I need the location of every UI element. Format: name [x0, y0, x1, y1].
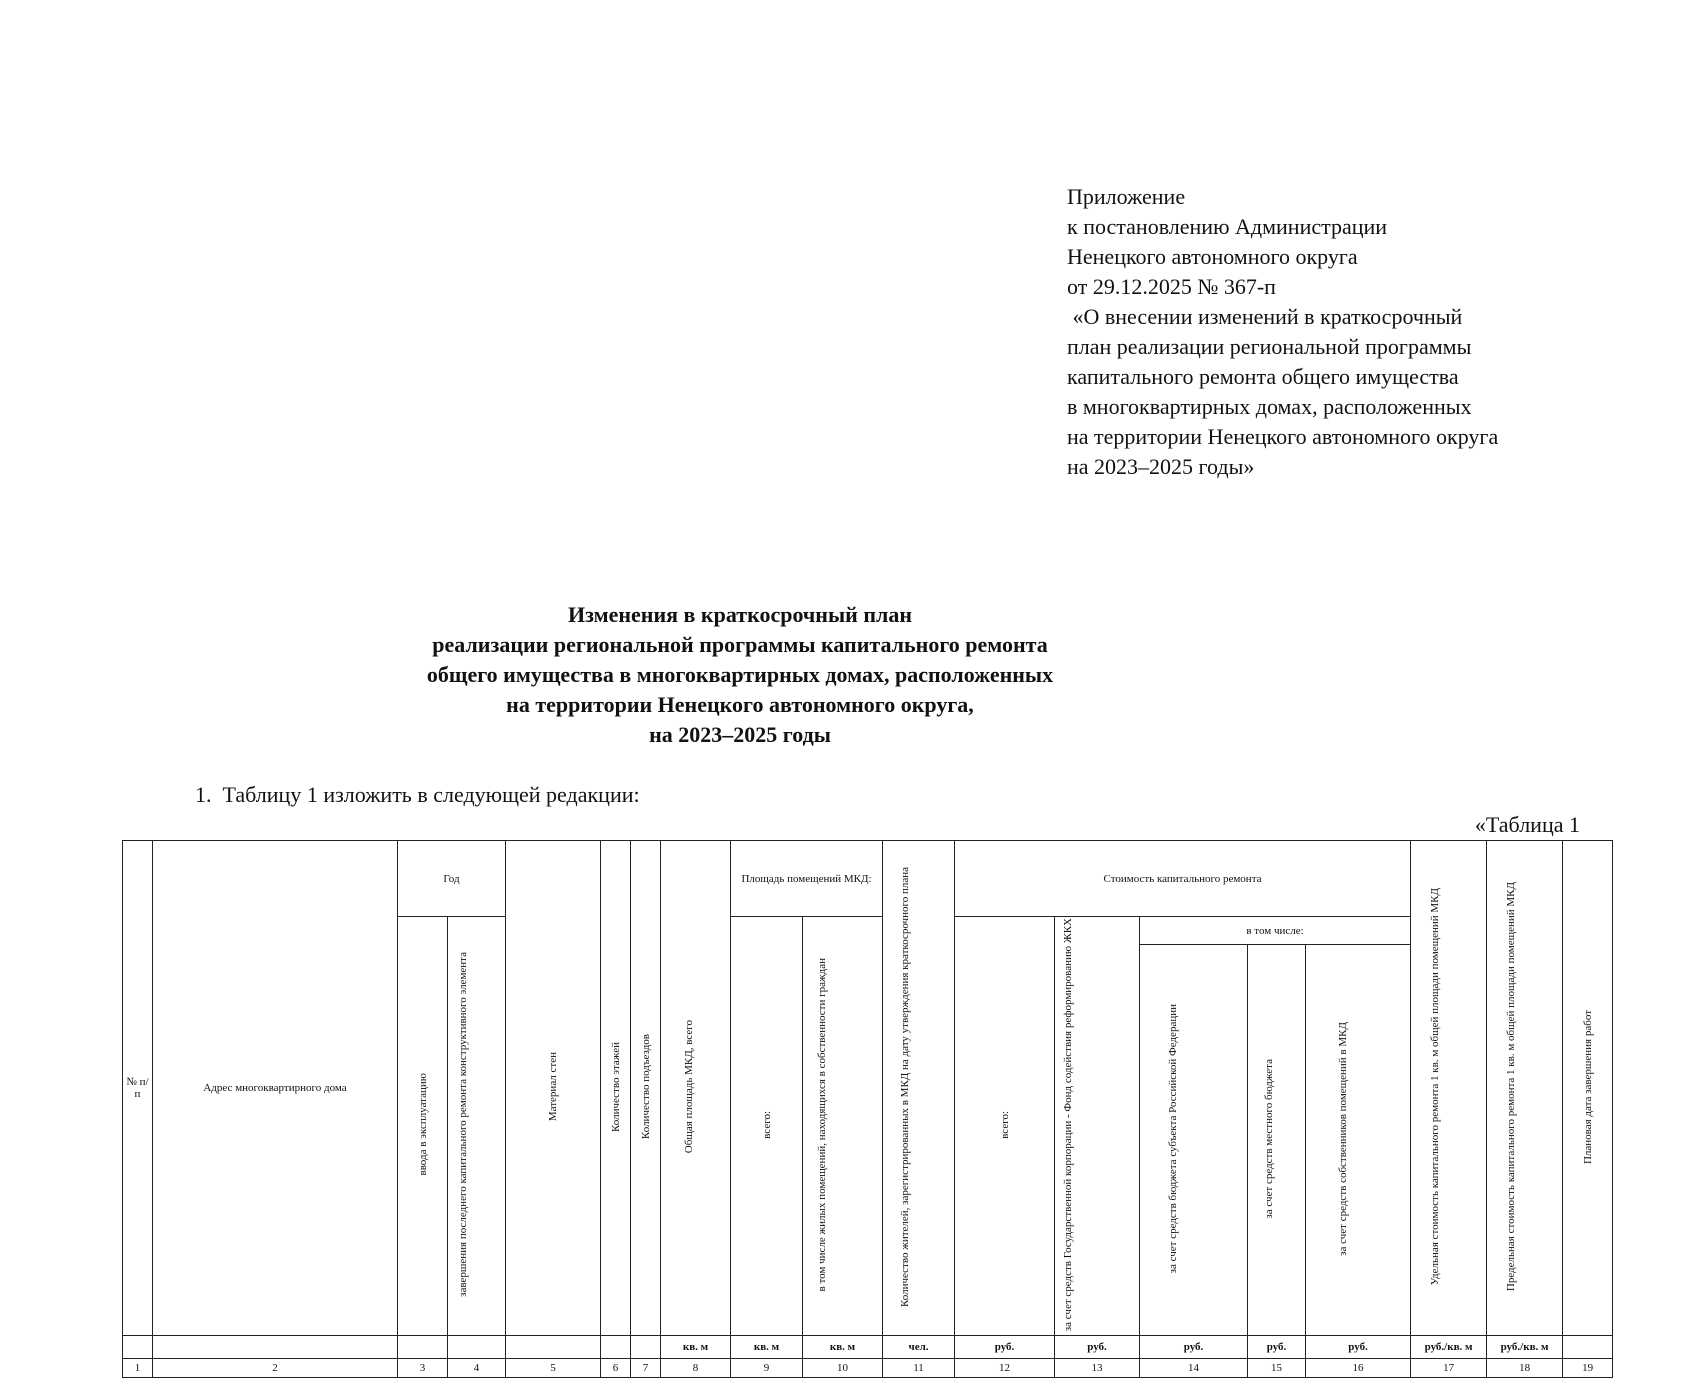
header-year-last-repair-text: завершения последнего капитального ремонта конструктивного элемента — [456, 952, 469, 1298]
header-premises-area-text: Площадь помещений МКД: — [741, 872, 872, 885]
unit-cell — [448, 1336, 506, 1359]
header-including — [1140, 917, 1411, 945]
unit-cell: руб. — [1055, 1336, 1140, 1359]
column-number: 8 — [661, 1359, 731, 1378]
header-residents — [883, 841, 955, 1336]
unit-cell — [123, 1336, 153, 1359]
column-number: 4 — [448, 1359, 506, 1378]
annex-line: в многоквартирных домах, расположенных — [1067, 394, 1472, 419]
units-row — [123, 1336, 1613, 1359]
header-cost-total — [955, 917, 1055, 1336]
header-unit-cost — [1411, 841, 1487, 1336]
unit-cell: кв. м — [803, 1336, 883, 1359]
column-number: 16 — [1306, 1359, 1411, 1378]
header-fund-text: за счет средств Государственной корпорации - Фонд содействия реформированию ЖКХ — [1062, 918, 1075, 1332]
header-total-area — [661, 841, 731, 1336]
unit-cell: руб. — [1248, 1336, 1306, 1359]
header-floors-text: Количество этажей — [609, 1041, 622, 1132]
header-year-commission-text: ввода в эксплуатацию — [416, 1073, 429, 1176]
header-completion-date — [1563, 841, 1613, 1336]
title-line: на территории Ненецкого автономного округа, — [506, 692, 974, 717]
header-premises-residential-text: в том числе жилых помещений, находящихся в собственности граждан — [815, 957, 828, 1292]
header-premises-total-text: всего: — [760, 1110, 773, 1139]
column-number: 11 — [883, 1359, 955, 1378]
header-entrances — [631, 841, 661, 1336]
unit-cell: руб. — [1306, 1336, 1411, 1359]
header-premises-total — [731, 917, 803, 1336]
header-address-text: Адрес многоквартирного дома — [203, 1082, 347, 1095]
annex-line: к постановлению Администрации — [1067, 214, 1388, 239]
header-completion-date-text: Плановая дата завершения работ — [1581, 1009, 1594, 1164]
unit-cell — [601, 1336, 631, 1359]
column-number: 18 — [1487, 1359, 1563, 1378]
header-cost-total-text: всего: — [998, 1110, 1011, 1139]
unit-cell: руб. — [955, 1336, 1055, 1359]
header-year-text: Год — [443, 872, 460, 885]
annex-line: Ненецкого автономного округа — [1067, 244, 1358, 269]
unit-cell — [1563, 1336, 1613, 1359]
column-number: 3 — [398, 1359, 448, 1378]
unit-cell: кв. м — [661, 1336, 731, 1359]
column-number: 14 — [1140, 1359, 1248, 1378]
header-federal-subject-text: за счет средств бюджета субъекта Российской Федерации — [1166, 1004, 1179, 1274]
header-year — [398, 841, 506, 917]
repair-plan-table — [122, 840, 1613, 1378]
annex-line: от 29.12.2025 № 367-п — [1067, 274, 1276, 299]
column-number: 7 — [631, 1359, 661, 1378]
column-numbers-row — [123, 1359, 1613, 1378]
document-title — [370, 600, 1110, 750]
column-number: 10 — [803, 1359, 883, 1378]
header-federal-subject — [1140, 945, 1248, 1336]
header-number-text: № п/п — [126, 1076, 149, 1101]
title-line: на 2023–2025 годы — [649, 722, 831, 747]
header-wall-material-text: Материал стен — [547, 1052, 559, 1122]
column-number: 2 — [153, 1359, 398, 1378]
unit-cell — [153, 1336, 398, 1359]
unit-cell — [631, 1336, 661, 1359]
header-floors — [601, 841, 631, 1336]
header-owners-text: за счет средств собственников помещений в МКД — [1337, 1021, 1350, 1256]
header-unit-cost-text: Удельная стоимость капитального ремонта 1 кв. м общей площади помещений МКД — [1428, 888, 1441, 1286]
title-line: Изменения в краткосрочный план — [567, 602, 913, 627]
header-total-area-text: Общая площадь МКД, всего — [682, 1020, 695, 1154]
header-wall-material — [506, 841, 601, 1336]
unit-cell: чел. — [883, 1336, 955, 1359]
header-local-budget — [1248, 945, 1306, 1336]
unit-cell: руб./кв. м — [1487, 1336, 1563, 1359]
header-entrances-text: Количество подъездов — [639, 1034, 652, 1140]
column-number: 19 — [1563, 1359, 1613, 1378]
header-premises-area — [731, 841, 883, 917]
column-number: 1 — [123, 1359, 153, 1378]
unit-cell: руб./кв. м — [1411, 1336, 1487, 1359]
column-number: 13 — [1055, 1359, 1140, 1378]
column-number: 9 — [731, 1359, 803, 1378]
header-cost-text: Стоимость капитального ремонта — [1103, 872, 1262, 885]
header-premises-residential — [803, 917, 883, 1336]
column-number: 15 — [1248, 1359, 1306, 1378]
header-local-budget-text: за счет средств местного бюджета — [1262, 1058, 1275, 1219]
column-number: 12 — [955, 1359, 1055, 1378]
annex-line: Приложение — [1067, 184, 1186, 209]
header-number — [123, 841, 153, 1336]
unit-cell: руб. — [1140, 1336, 1248, 1359]
annex-line: капитального ремонта общего имущества — [1067, 364, 1459, 389]
header-fund — [1055, 917, 1140, 1336]
header-owners — [1306, 945, 1411, 1336]
column-number: 5 — [506, 1359, 601, 1378]
table-label: «Таблица 1 — [1474, 812, 1580, 837]
annex-line: на территории Ненецкого автономного округа — [1067, 424, 1499, 449]
header-limit-cost-text: Предельная стоимость капитального ремонта 1 кв. м общей площади помещений МКД — [1504, 882, 1517, 1292]
title-line: общего имущества в многоквартирных домах, расположенных — [426, 662, 1054, 687]
column-number: 17 — [1411, 1359, 1487, 1378]
annex-line: «О внесении изменений в краткосрочный — [1067, 304, 1463, 329]
header-cost — [955, 841, 1411, 917]
header-address — [153, 841, 398, 1336]
header-including-text: в том числе: — [1246, 924, 1304, 937]
column-number: 6 — [601, 1359, 631, 1378]
annex-line: план реализации региональной программы — [1067, 334, 1472, 359]
instruction-text: 1. Таблицу 1 изложить в следующей редакции: — [195, 782, 640, 807]
unit-cell: кв. м — [731, 1336, 803, 1359]
annex-line: на 2023–2025 годы» — [1067, 454, 1255, 479]
header-year-last-repair — [448, 917, 506, 1336]
header-residents-text: Количество жителей, зарегистрированных в МКД на дату утверждения краткосрочного плана — [898, 866, 911, 1307]
annex-block — [1067, 182, 1627, 482]
header-year-commission — [398, 917, 448, 1336]
unit-cell — [506, 1336, 601, 1359]
title-line: реализации региональной программы капитального ремонта — [432, 632, 1048, 657]
header-limit-cost — [1487, 841, 1563, 1336]
unit-cell — [398, 1336, 448, 1359]
